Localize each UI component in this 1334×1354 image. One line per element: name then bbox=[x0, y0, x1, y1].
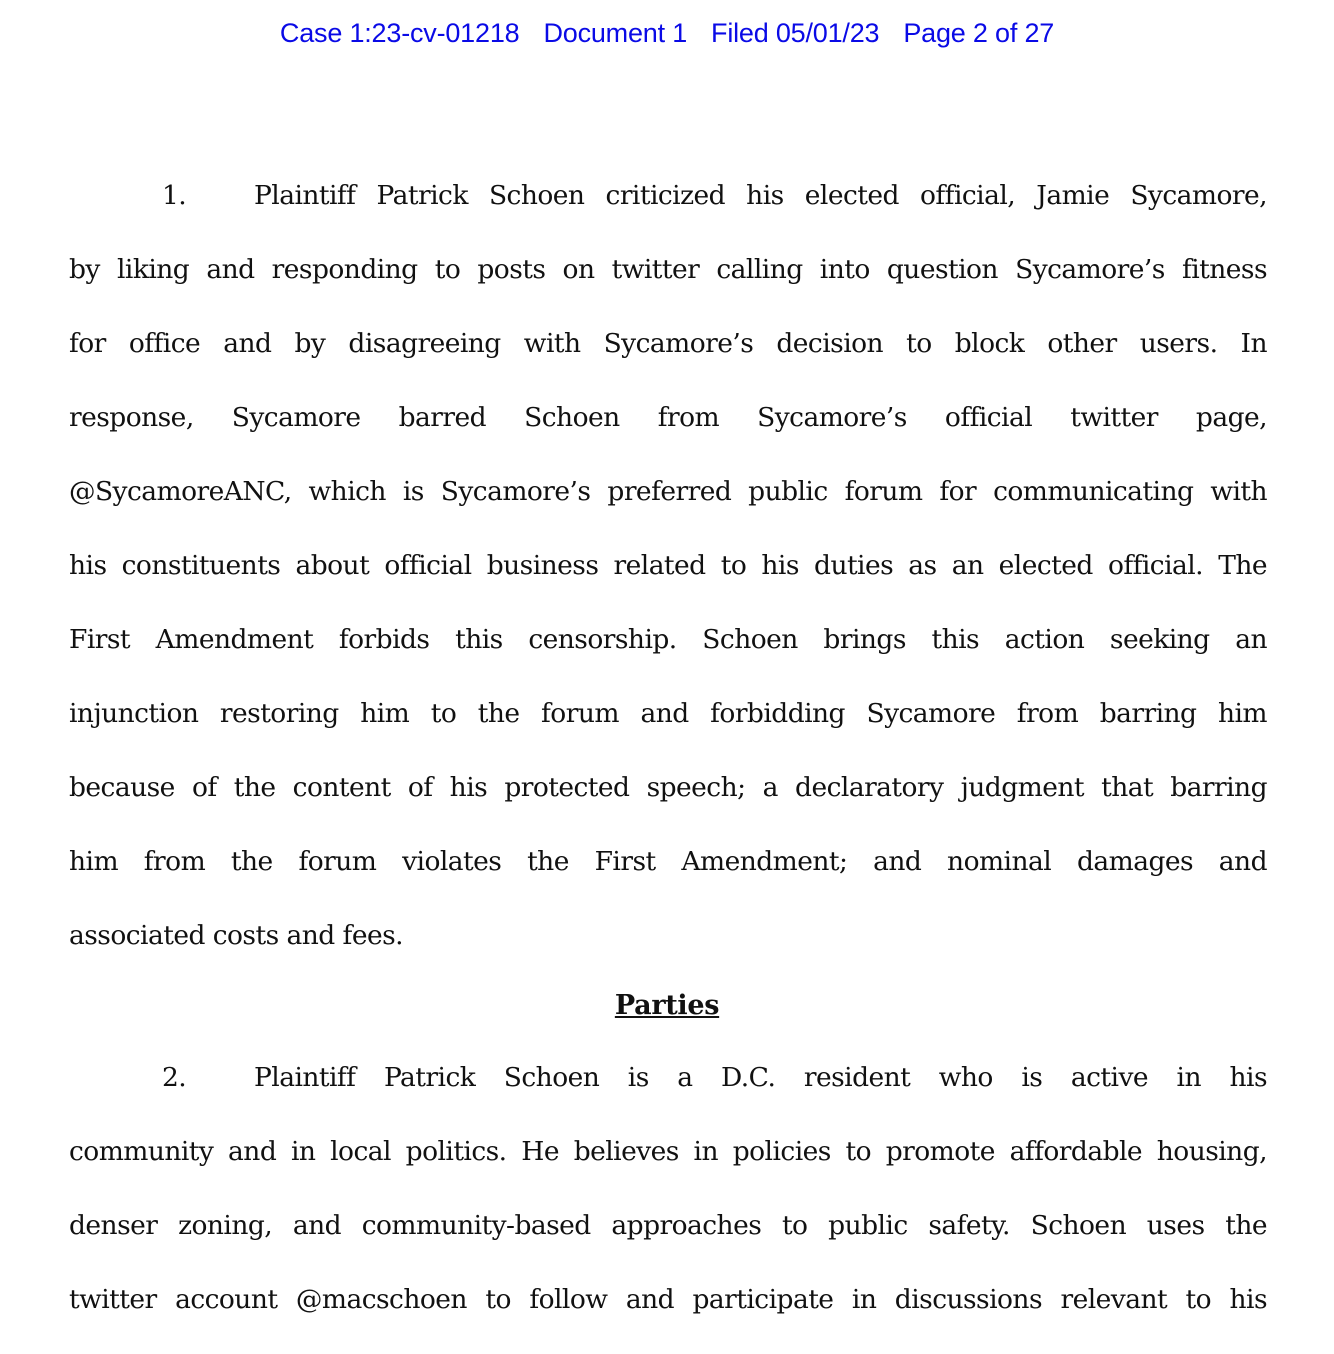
paragraph-2 bbox=[69, 1058, 1267, 1354]
section-heading-parties: Parties bbox=[614, 990, 720, 1021]
paragraph-line: twitter account @macschoen to follow and participate in discussions relevant to his bbox=[69, 1284, 1267, 1315]
paragraph-line: by liking and responding to posts on twitter calling into question Sycamore’s fitness bbox=[69, 254, 1267, 285]
paragraph-number: 2. bbox=[162, 1062, 187, 1093]
paragraph-line: his constituents about official business related to his duties as an elected official. The bbox=[69, 550, 1267, 581]
paragraph-line: for office and by disagreeing with Sycamore’s decision to block other users. In bbox=[69, 328, 1267, 359]
page-number: Page 2 of 27 bbox=[903, 18, 1055, 48]
paragraph-line: injunction restoring him to the forum and forbidding Sycamore from barring him bbox=[69, 698, 1267, 729]
case-header bbox=[0, 18, 1334, 49]
paragraph-line: @SycamoreANC, which is Sycamore’s preferred public forum for communicating with bbox=[69, 476, 1267, 507]
paragraph-line: response, Sycamore barred Schoen from Sycamore’s official twitter page, bbox=[69, 402, 1267, 433]
paragraph-line: because of the content of his protected speech; a declaratory judgment that barring bbox=[69, 772, 1267, 803]
paragraph-line: First Amendment forbids this censorship. Schoen brings this action seeking an bbox=[69, 624, 1267, 655]
paragraph-line: him from the forum violates the First Amendment; and nominal damages and bbox=[69, 846, 1267, 877]
paragraph-line: community and in local politics. He believes in policies to promote affordable housing, bbox=[69, 1136, 1267, 1167]
paragraph-line: denser zoning, and community-based approaches to public safety. Schoen uses the bbox=[69, 1210, 1267, 1241]
paragraph-line: 1. Plaintiff Patrick Schoen criticized his elected official, Jamie Sycamore, bbox=[69, 176, 1267, 250]
case-number: Case 1:23-cv-01218 bbox=[279, 18, 520, 48]
document-number: Document 1 bbox=[543, 18, 688, 48]
paragraph-line: associated costs and fees. bbox=[69, 920, 404, 951]
paragraph-line: 2. Plaintiff Patrick Schoen is a D.C. resident who is active in his bbox=[69, 1058, 1267, 1132]
filed-date: Filed 05/01/23 bbox=[711, 18, 880, 48]
paragraph-1 bbox=[69, 176, 1267, 990]
paragraph-number: 1. bbox=[162, 180, 187, 211]
